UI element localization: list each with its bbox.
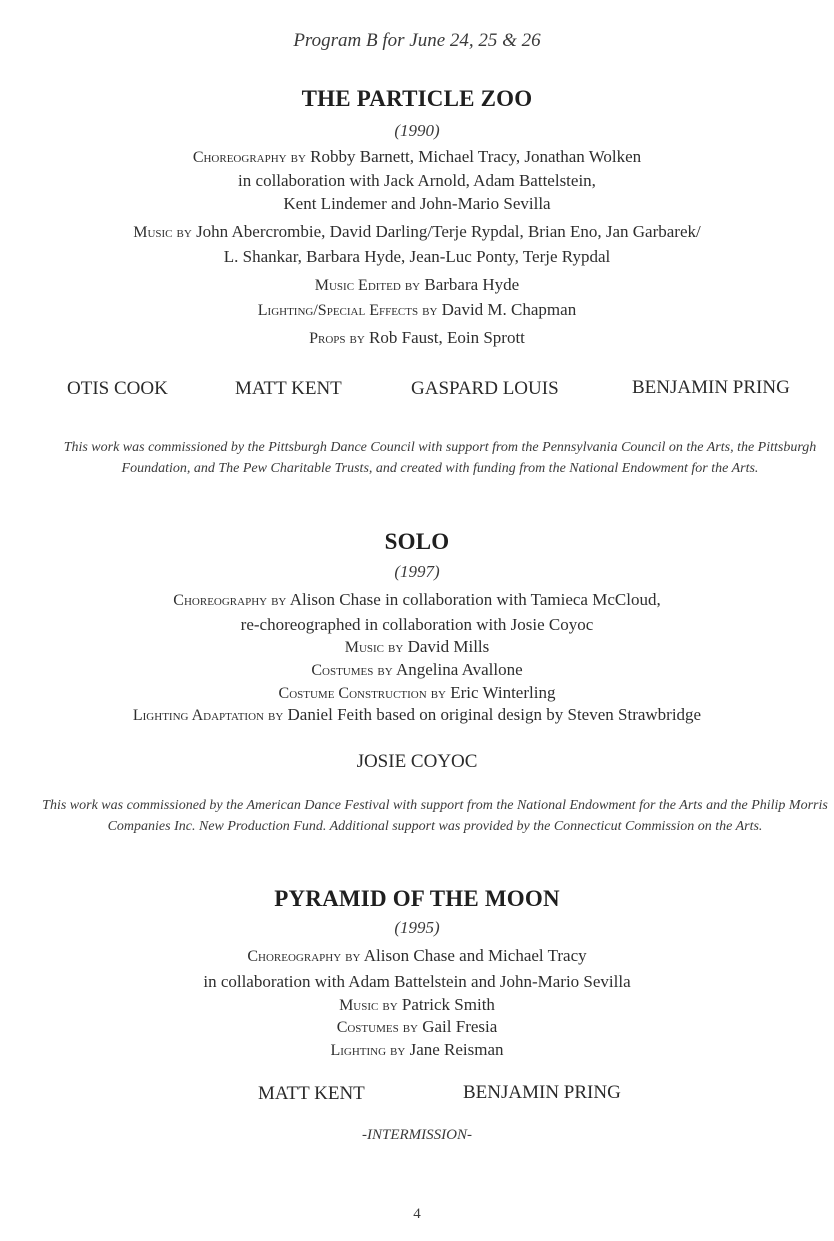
dancer-name: OTIS COOK (67, 378, 168, 399)
dancer-name: GASPARD LOUIS (411, 378, 559, 399)
commission-note: This work was commissioned by the American Dance Festival with support from the National Endowment for the Arts and the Philip Morris Companies Inc. New Production Fund. Additional support was provided by the Connecticut Commission on the Arts. (42, 798, 828, 834)
credit-text: Alison Chase and Michael Tracy (363, 946, 587, 965)
credit-text: David M. Chapman (441, 300, 577, 319)
dancer-name: BENJAMIN PRING (463, 1082, 621, 1103)
credit-line (0, 683, 834, 703)
credit-role: Costumes by (336, 1019, 418, 1036)
work-title: SOLO (384, 529, 450, 554)
dancer-name: MATT KENT (235, 378, 342, 399)
work-title: THE PARTICLE ZOO (301, 86, 533, 111)
credit-text: Robby Barnett, Michael Tracy, Jonathan Wolken (310, 147, 642, 166)
credit-role: Music by (133, 224, 192, 241)
dancer-name: BENJAMIN PRING (632, 377, 790, 398)
credit-role: Music by (339, 997, 398, 1014)
credit-line (0, 946, 834, 966)
credit-role: Choreography by (247, 948, 361, 965)
credit-line (0, 147, 834, 167)
credit-text: Angelina Avallone (395, 660, 523, 679)
program-header: Program B for June 24, 25 & 26 (293, 30, 541, 51)
credit-line (0, 590, 834, 610)
credit-text: Alison Chase in collaboration with Tamieca McCloud, (289, 590, 661, 609)
credit-role: Lighting by (330, 1042, 406, 1059)
credit-line: L. Shankar, Barbara Hyde, Jean-Luc Ponty, Terje Rypdal (223, 247, 611, 266)
credit-text: Jane Reisman (409, 1040, 504, 1059)
credit-role: Choreography by (173, 592, 287, 609)
credit-role: Costume Construction by (278, 685, 446, 702)
work-year: (1997) (394, 562, 440, 581)
credit-role: Props by (309, 330, 365, 347)
credit-line: in collaboration with Adam Battelstein and John-Mario Sevilla (203, 972, 631, 991)
credit-role: Lighting Adaptation by (132, 707, 284, 724)
credit-line (0, 637, 834, 657)
credit-line (0, 660, 834, 680)
credit-line (0, 222, 834, 242)
credit-text: Patrick Smith (401, 995, 495, 1014)
credit-line (0, 300, 834, 320)
work-title: PYRAMID OF THE MOON (274, 886, 560, 911)
credit-line (0, 275, 834, 295)
credit-text: John Abercrombie, David Darling/Terje Rypdal, Brian Eno, Jan Garbarek/ (196, 222, 701, 241)
page-number: 4 (413, 1206, 421, 1222)
credit-line (0, 1040, 834, 1060)
work-year: (1995) (394, 918, 440, 937)
dancer-name: MATT KENT (258, 1083, 365, 1104)
credit-role: Costumes by (311, 662, 393, 679)
credit-line (0, 995, 834, 1015)
credit-line: Kent Lindemer and John-Mario Sevilla (283, 194, 551, 213)
work-year: (1990) (394, 121, 440, 140)
intermission-label: -INTERMISSION- (362, 1127, 472, 1143)
commission-note: This work was commissioned by the Pittsburgh Dance Council with support from the Pennsylvania Council on the Arts, the Pittsburgh Foundation, and The Pew Charitable Trusts, and created with funding from the National Endowment for the Arts. (63, 440, 817, 476)
credit-text: Daniel Feith based on original design by Steven Strawbridge (287, 705, 702, 724)
credit-text: Eric Winterling (450, 683, 556, 702)
credit-role: Lighting/Special Effects by (257, 302, 438, 319)
credit-role: Choreography by (192, 149, 306, 166)
credit-line (0, 1017, 834, 1037)
credit-text: Gail Fresia (422, 1017, 498, 1036)
credit-text: Rob Faust, Eoin Sprott (369, 328, 525, 347)
credit-line: re-choreographed in collaboration with Josie Coyoc (240, 615, 594, 634)
credit-role: Music Edited by (314, 277, 421, 294)
credit-role: Music by (344, 639, 404, 656)
credit-line (0, 705, 834, 725)
credit-text: David Mills (407, 637, 490, 656)
credit-line (0, 328, 834, 348)
dancer-name: JOSIE COYOC (356, 751, 478, 772)
credit-text: Barbara Hyde (424, 275, 520, 294)
credit-line: in collaboration with Jack Arnold, Adam Battelstein, (238, 171, 596, 190)
